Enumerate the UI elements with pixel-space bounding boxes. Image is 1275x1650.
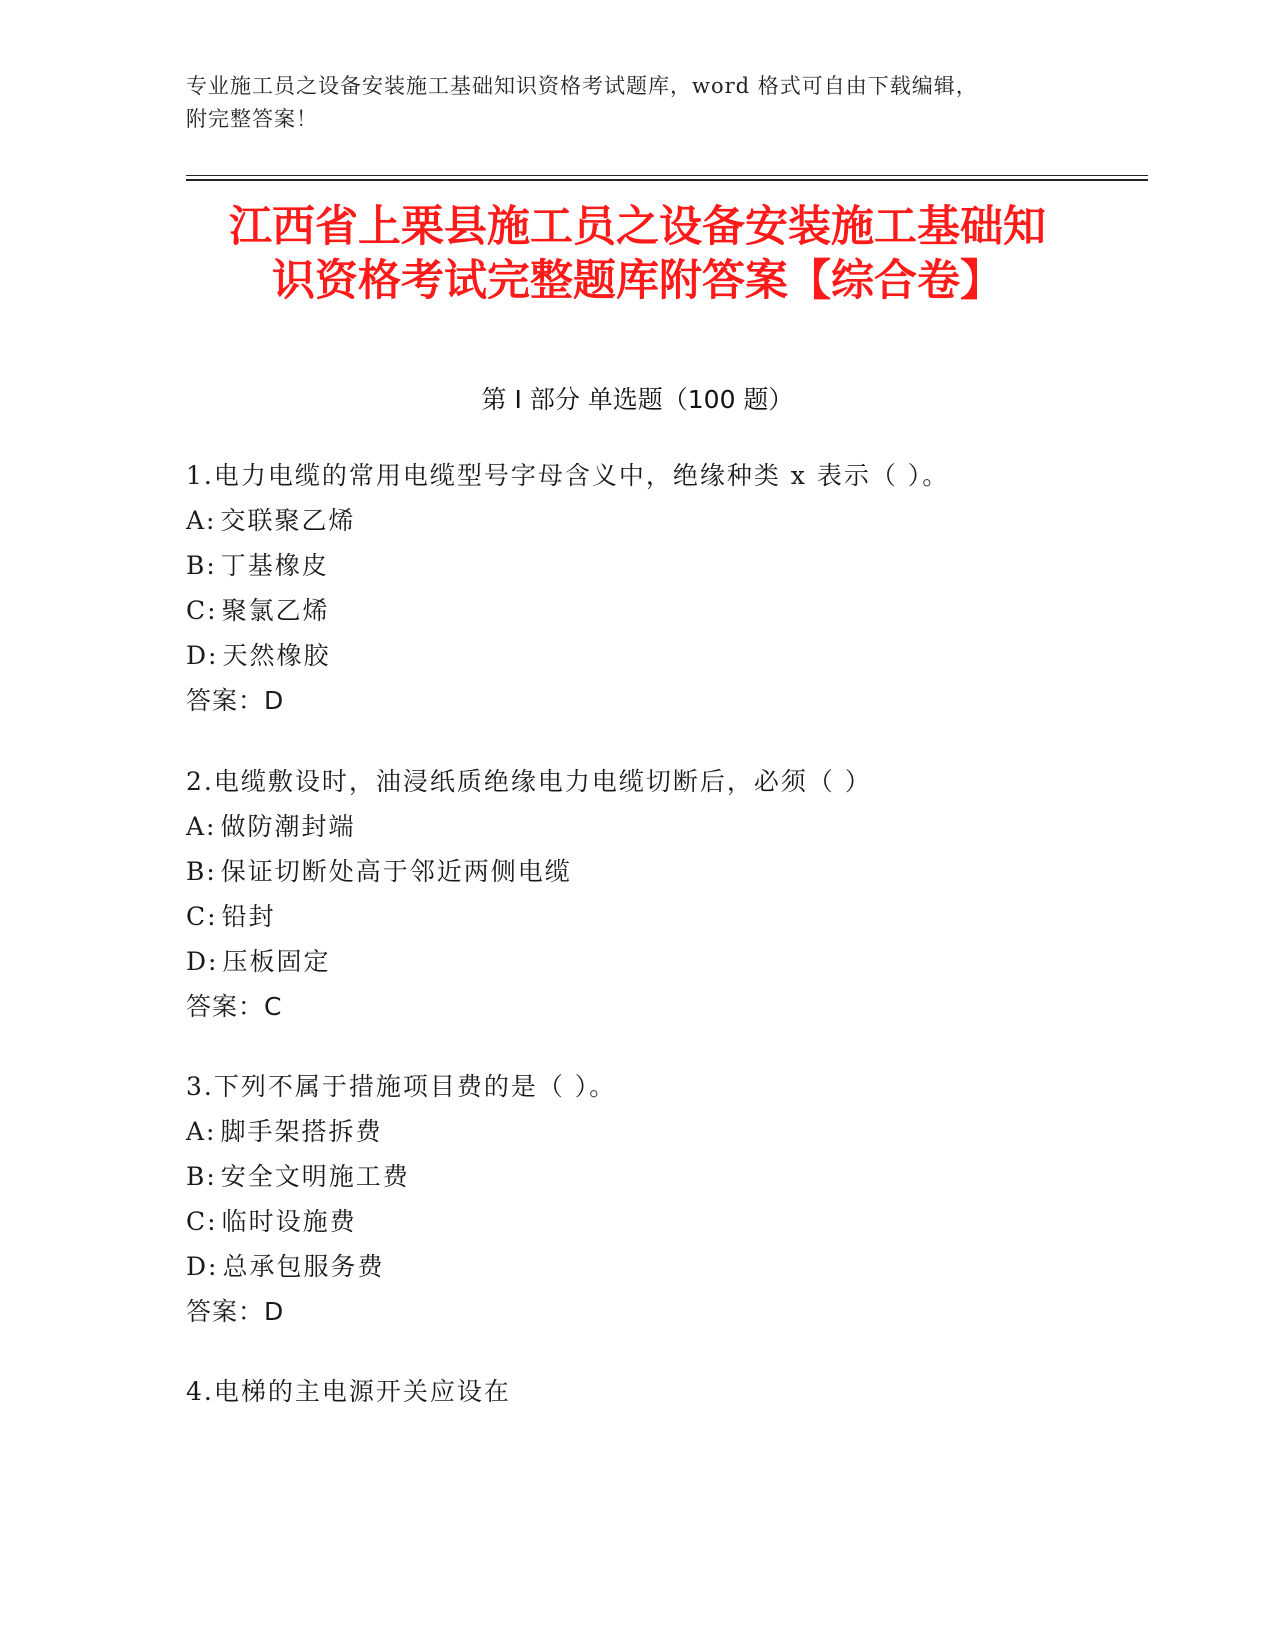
option-a	[186, 1109, 1146, 1154]
answer: 答案：D	[186, 686, 285, 715]
header-divider-thin	[186, 175, 1148, 176]
option-text: 铅封	[221, 902, 276, 931]
option-a	[186, 804, 1146, 849]
document-intro	[186, 70, 1086, 136]
question-text: 4.电梯的主电源开关应设在	[186, 1377, 511, 1406]
option-letter: A:	[186, 506, 217, 535]
answer: 答案：D	[186, 1297, 285, 1326]
section-heading: 第 I 部分 单选题（100 题）	[481, 385, 794, 414]
option-b	[186, 1154, 1146, 1199]
option-text: 脚手架搭拆费	[220, 1117, 383, 1146]
option-text: 安全文明施工费	[220, 1162, 410, 1191]
intro-line-2: 附完整答案！	[186, 107, 318, 131]
option-text: 交联聚乙烯	[220, 506, 356, 535]
option-letter: A:	[186, 1117, 217, 1146]
option-b	[186, 849, 1146, 894]
header-divider-thick	[186, 179, 1148, 181]
option-letter: A:	[186, 812, 217, 841]
option-letter: D:	[186, 1252, 219, 1281]
title-line-2: 识资格考试完整题库附答案【综合卷】	[272, 256, 1003, 306]
option-text: 总承包服务费	[222, 1252, 385, 1281]
intro-line-1: 专业施工员之设备安装施工基础知识资格考试题库，word 格式可自由下载编辑，	[186, 74, 978, 98]
option-letter: B:	[186, 857, 217, 886]
option-b	[186, 543, 1146, 588]
question-3	[186, 1064, 1146, 1334]
option-letter: C:	[186, 902, 218, 931]
option-c	[186, 1199, 1146, 1244]
title-line-1: 江西省上栗县施工员之设备安装施工基础知	[229, 202, 1046, 252]
option-c	[186, 588, 1146, 633]
option-letter: D:	[186, 947, 219, 976]
option-letter: C:	[186, 1207, 218, 1236]
option-text: 保证切断处高于邻近两侧电缆	[220, 857, 572, 886]
question-2	[186, 759, 1146, 1029]
option-letter: C:	[186, 596, 218, 625]
option-letter: B:	[186, 1162, 217, 1191]
question-text: 1.电力电缆的常用电缆型号字母含义中，绝缘种类 x 表示（ ）。	[186, 461, 950, 490]
option-a	[186, 498, 1146, 543]
option-d	[186, 633, 1146, 678]
option-c	[186, 894, 1146, 939]
option-text: 做防潮封端	[220, 812, 356, 841]
option-text: 聚氯乙烯	[221, 596, 330, 625]
question-1	[186, 453, 1146, 723]
option-text: 天然橡胶	[222, 641, 331, 670]
question-text: 3.下列不属于措施项目费的是（ ）。	[186, 1072, 617, 1101]
question-4	[186, 1369, 1146, 1414]
answer: 答案：C	[186, 992, 283, 1021]
option-d	[186, 939, 1146, 984]
option-text: 压板固定	[222, 947, 331, 976]
option-letter: B:	[186, 551, 217, 580]
option-text: 临时设施费	[221, 1207, 357, 1236]
question-text: 2.电缆敷设时，油浸纸质绝缘电力电缆切断后，必须（ ）	[186, 767, 872, 796]
option-letter: D:	[186, 641, 219, 670]
option-d	[186, 1244, 1146, 1289]
document-title	[170, 200, 1105, 308]
option-text: 丁基橡皮	[220, 551, 329, 580]
